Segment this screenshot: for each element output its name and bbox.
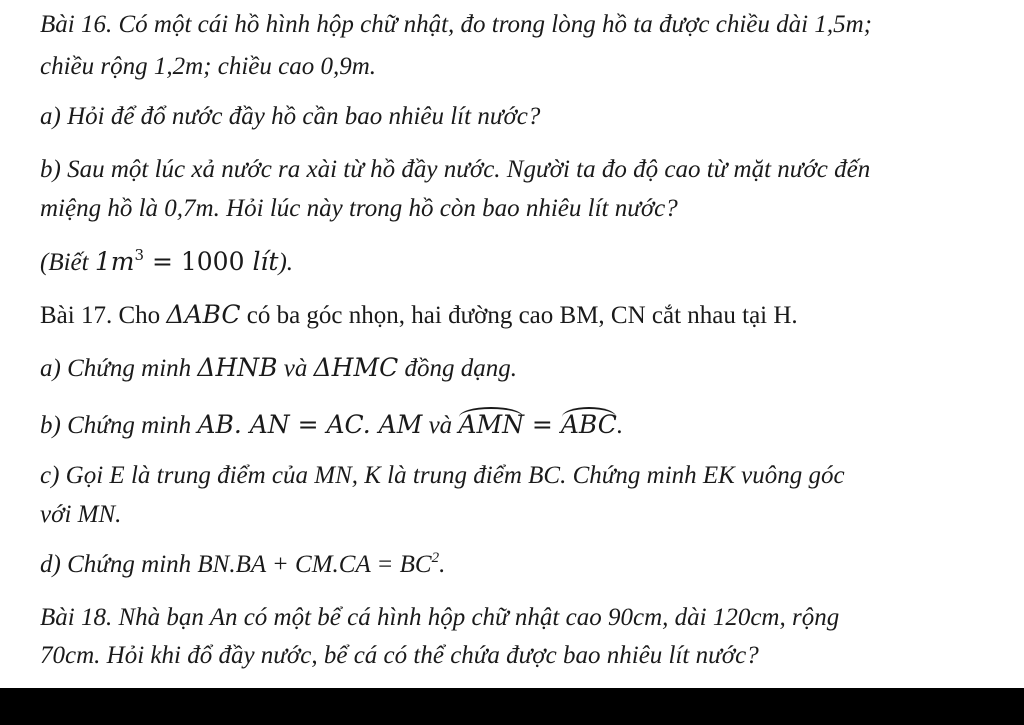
- bai16-part-b-line1: b) Sau một lúc xả nước ra xài từ hồ đầy nước. Người ta đo độ cao từ mặt nước đến: [40, 156, 871, 183]
- bai17-suffix: có ba góc nhọn, hai đường cao BM, CN cắt nhau tại H.: [240, 302, 798, 329]
- bai17-a-suffix: đồng dạng.: [398, 355, 517, 382]
- bai16-part-a: a) Hỏi để đổ nước đầy hồ cần bao nhiêu lít nước?: [40, 103, 541, 130]
- bai17-part-c-line1: c) Gọi E là trung điểm của MN, K là trung điểm BC. Chứng minh EK vuông góc: [40, 462, 845, 489]
- bai17-a-mid: và: [277, 355, 314, 382]
- bai17-b-angle1: AMN: [458, 410, 524, 439]
- bai16-part-b-line2: miệng hồ là 0,7m. Hỏi lúc này trong hồ còn bao nhiêu lít nước?: [40, 195, 678, 222]
- bai17-d-expr: BN.BA + CM.CA = BC: [197, 551, 432, 578]
- bai17-b-mid: và: [422, 412, 459, 439]
- note-open: (Biết: [40, 249, 95, 276]
- bai17-part-d: [40, 550, 445, 580]
- bai17-prefix: Bài 17. Cho: [40, 302, 167, 329]
- bottom-black-bar: [0, 688, 1024, 725]
- bai17-b-angle2: ABC: [560, 410, 617, 439]
- bai16-note: [40, 247, 293, 278]
- bai17-part-b: [40, 410, 623, 441]
- note-m: 1m: [94, 247, 135, 276]
- bai17-title: [40, 300, 798, 331]
- note-eq: = 1000: [144, 247, 253, 276]
- bai17-part-a: [40, 353, 517, 384]
- bai16-line2: chiều rộng 1,2m; chiều cao 0,9m.: [40, 53, 377, 80]
- bai17-part-c-line2: với MN.: [40, 501, 122, 528]
- bai18-line1: Bài 18. Nhà bạn An có một bể cá hình hộp chữ nhật cao 90cm, dài 120cm, rộng: [40, 604, 840, 631]
- bai17-b-end: .: [616, 412, 624, 439]
- bai17-b-expr: AB. AN = AC. AM: [197, 410, 423, 439]
- bai17-triangle: ΔABC: [166, 300, 241, 329]
- bai18-line2: 70cm. Hỏi khi đổ đầy nước, bể cá có thể chứa được bao nhiêu lít nước?: [40, 642, 759, 669]
- bai17-d-exponent: 2: [431, 550, 440, 566]
- bai17-a-tri2: ΔHMC: [313, 353, 399, 382]
- bai17-b-eq: =: [523, 410, 561, 439]
- note-unit: lít: [252, 247, 279, 276]
- note-exponent: 3: [134, 246, 145, 264]
- note-close: ).: [278, 249, 294, 276]
- bai17-a-prefix: a) Chứng minh: [40, 355, 198, 382]
- bai17-a-tri1: ΔHNB: [197, 353, 278, 382]
- bai17-b-prefix: b) Chứng minh: [40, 412, 198, 439]
- bai17-d-prefix: d) Chứng minh: [40, 551, 198, 578]
- bai17-d-end: .: [439, 551, 446, 578]
- bai16-line1: Bài 16. Có một cái hồ hình hộp chữ nhật, đo trong lòng hồ ta được chiều dài 1,5m;: [40, 11, 872, 38]
